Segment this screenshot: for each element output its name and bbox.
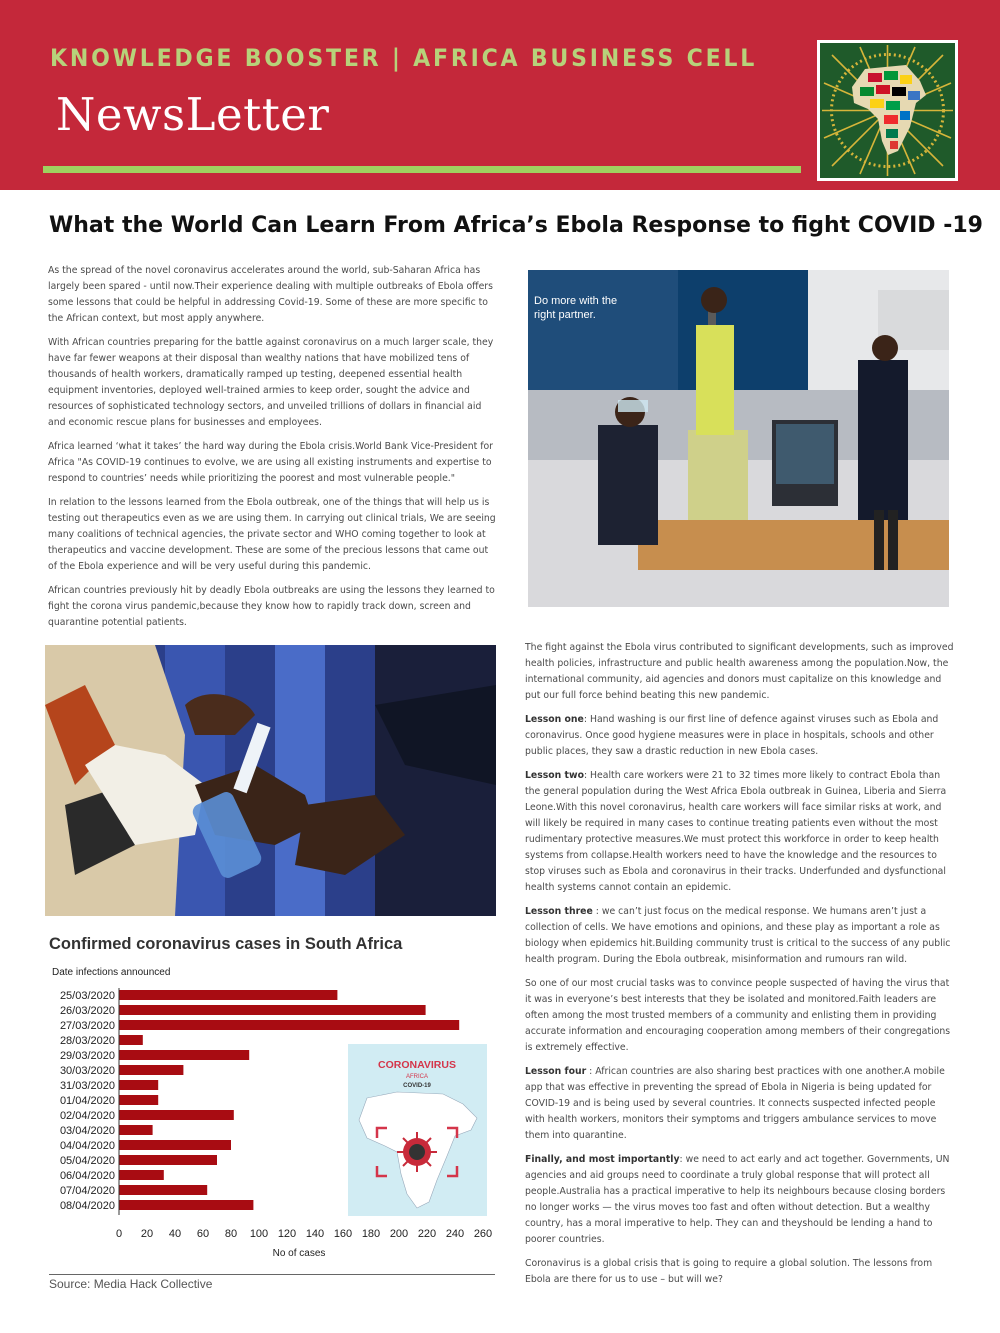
chart-y-tick-labels	[60, 990, 115, 1212]
lesson-paragraph	[525, 768, 955, 896]
header-rule	[43, 166, 801, 173]
lesson-text: Coronavirus is a global crisis that is going to require a global solution. The lessons from Ebola are there for us to use – but will we?	[525, 1258, 933, 1285]
x-tick-label: 200	[389, 1228, 409, 1240]
lesson-paragraph	[525, 712, 955, 760]
coronavirus-africa-inset	[348, 1044, 487, 1216]
x-tick-label: 220	[417, 1228, 437, 1240]
lesson-text: : African countries are also sharing best practices with one another.A mobile app that was effective in preventing the spread of Ebola in Nigeria is being updated for COVID-19 and is being used by several countries. It connects suspected infected people with health workers, monitors their symptoms and triggers ambulance services to move them into quarantine.	[525, 1066, 945, 1141]
inset-sub2: COVID-19	[403, 1083, 431, 1089]
lesson-text: So one of our most crucial tasks was to convince people suspected of having the virus that it was in everyone’s best interests that they be isolated and monitored.Faith leaders are often among the most trusted members of a community and enlisting them in providing accurate information and encouraging cooperation among members of their congregations is extremely effective.	[525, 978, 951, 1053]
x-tick-label: 240	[445, 1228, 465, 1240]
africa-flags-map-emblem-icon	[817, 40, 958, 181]
x-tick-label: 260	[473, 1228, 493, 1240]
lesson-lead: Finally, and most importantly	[525, 1154, 680, 1165]
x-tick-label: 140	[305, 1228, 325, 1240]
newsletter-title: NewsLetter	[56, 88, 330, 141]
y-tick-label: 30/03/2020	[59, 1065, 115, 1077]
x-tick-label: 180	[361, 1228, 381, 1240]
y-tick-label: 27/03/2020	[59, 1020, 115, 1032]
lessons-column	[525, 640, 955, 1296]
x-tick-label: 120	[277, 1228, 297, 1240]
lesson-text: The fight against the Ebola virus contributed to significant developments, such as improved health policies, infrastructure and public health awareness among the population.Now, the international community, aid agencies and donors must capitalize on this knowledge and put our full force behind beating this new pandemic.	[525, 642, 954, 701]
y-tick-label: 02/04/2020	[59, 1110, 115, 1122]
y-tick-label: 29/03/2020	[59, 1050, 115, 1062]
chart-axis-label-x: No of cases	[272, 1248, 326, 1259]
bar-06-04-2020	[119, 1170, 164, 1180]
hand-sanitizer-photo	[45, 645, 496, 916]
intro-paragraph: African countries previously hit by deadly Ebola outbreaks are using the lessons they learned to fight the corona virus pandemic,because they know how to rapidly track down, screen and quarantine potential patients.	[48, 585, 495, 628]
lesson-paragraph	[525, 976, 955, 1056]
intro-column	[48, 263, 500, 639]
bar-30-03-2020	[119, 1065, 183, 1075]
x-tick-label: 40	[168, 1228, 182, 1240]
bar-07-04-2020	[119, 1185, 207, 1195]
lesson-paragraph	[525, 904, 955, 968]
bar-02-04-2020	[119, 1110, 234, 1120]
chart-x-tick-labels	[116, 1228, 492, 1240]
bar-04-04-2020	[119, 1140, 231, 1150]
lesson-text: : Hand washing is our first line of defence against viruses such as Ebola and coronavirus. Once good hygiene measures were in place in hospitals, schools and other public places, they saw a drastic reduction in new Ebola cases.	[525, 714, 939, 757]
intro-paragraph: With African countries preparing for the battle against coronavirus on a much larger scale, they have far fewer weapons at their disposal than wealthy nations that have mobilized tens of thousands of health workers, dramatically ramped up testing, deepened essential health equipment inventories, deployed well-trained armies to keep order, sought the advice and resources of sophisticated technology sectors, and unveiled trillions of dollars in financial aid and economic rescue plans for businesses and employees.	[48, 337, 494, 428]
lesson-lead: Lesson two	[525, 770, 584, 781]
masthead-banner	[0, 0, 1000, 190]
lesson-lead: Lesson one	[525, 714, 584, 725]
bar-01-04-2020	[119, 1095, 158, 1105]
y-tick-label: 06/04/2020	[59, 1170, 115, 1182]
y-tick-label: 03/04/2020	[59, 1125, 115, 1137]
lesson-paragraph	[525, 1152, 955, 1248]
cases-bar-chart	[45, 980, 505, 1260]
bar-31-03-2020	[119, 1080, 158, 1090]
y-tick-label: 08/04/2020	[59, 1200, 115, 1212]
y-tick-label: 26/03/2020	[59, 1005, 115, 1017]
lesson-paragraph	[525, 1256, 955, 1288]
chart-source: Source: Media Hack Collective	[49, 1277, 213, 1291]
inset-sub1: AFRICA	[405, 1074, 429, 1080]
lesson-lead: Lesson four	[525, 1066, 587, 1077]
y-tick-label: 01/04/2020	[59, 1095, 115, 1107]
airport-screening-photo	[528, 270, 949, 607]
kicker-text: KNOWLEDGE BOOSTER | AFRICA BUSINESS CELL	[50, 44, 758, 72]
y-tick-label: 31/03/2020	[59, 1080, 115, 1092]
svg-text:Do more with the: Do more with the	[534, 295, 618, 307]
chart-title: Confirmed coronavirus cases in South Africa	[49, 935, 403, 953]
bar-26-03-2020	[119, 1005, 426, 1015]
bar-05-04-2020	[119, 1155, 217, 1165]
intro-paragraph: As the spread of the novel coronavirus accelerates around the world, sub-Saharan Africa has largely been spared - until now.Their experience dealing with multiple outbreaks of Ebola offers some lessons that could be helpful in addressing Covid-19. Some of these are more specific to the African context, but most apply anywhere.	[48, 265, 493, 324]
x-tick-label: 80	[224, 1228, 238, 1240]
lesson-text: : we need to act early and act together. Governments, UN agencies and aid groups need to coordinate a truly global response that will protect all people.Australia has a practical imperative to help its neighbours because closing borders no longer works — the virus moves too fast and often without detection. But a wealthy country, has a moral imperative to help. They can and theyshould be lending a hand to poorer countries.	[525, 1154, 950, 1245]
svg-text:right partner.: right partner.	[534, 309, 596, 321]
y-tick-label: 04/04/2020	[59, 1140, 115, 1152]
x-tick-label: 100	[249, 1228, 269, 1240]
bar-03-04-2020	[119, 1125, 153, 1135]
bar-08-04-2020	[119, 1200, 253, 1210]
bar-29-03-2020	[119, 1050, 249, 1060]
inset-title: CORONAVIRUS	[378, 1059, 456, 1071]
lesson-text: : we can’t just focus on the medical response. We humans aren’t just a collection of cells. We have emotions and opinions, and these play as important a role as biology when epidemics hit.Building community trust is critical to the success of any public health program. During the Ebola outbreak, misinformation and rumours ran wild.	[525, 906, 951, 965]
x-tick-label: 20	[140, 1228, 154, 1240]
bar-28-03-2020	[119, 1035, 143, 1045]
lesson-lead: Lesson three	[525, 906, 593, 917]
y-tick-label: 05/04/2020	[59, 1155, 115, 1167]
lesson-text: : Health care workers were 21 to 32 times more likely to contract Ebola than the general population during the West Africa Ebola outbreak in Guinea, Liberia and Sierra Leone.With this novel coronavirus, health care workers will face similar risks at work, and will likely be required in many cases to continue treating patients even without the most rudimentary protective measures.We must protect this workforce in order to keep health systems from collapse.Health workers need to have the knowledge and the resources to stop viruses such as Ebola and coronavirus in their tracks. Underfunded and dysfunctional health systems cannot contain an epidemic.	[525, 770, 947, 893]
bar-25-03-2020	[119, 990, 337, 1000]
y-tick-label: 28/03/2020	[59, 1035, 115, 1047]
article-headline: What the World Can Learn From Africa’s Ebola Response to fight COVID -19	[49, 213, 983, 238]
y-tick-label: 25/03/2020	[59, 990, 115, 1002]
lesson-paragraph	[525, 640, 955, 704]
bar-27-03-2020	[119, 1020, 459, 1030]
y-tick-label: 07/04/2020	[59, 1185, 115, 1197]
lesson-paragraph	[525, 1064, 955, 1144]
intro-paragraph: Africa learned ‘what it takes’ the hard way during the Ebola crisis.World Bank Vice-President for Africa "As COVID-19 continues to evolve, we are using all existing instruments and expertise to respond to countries’ needs while prioritizing the poorest and most vulnerable people."	[48, 441, 494, 484]
x-tick-label: 160	[333, 1228, 353, 1240]
chart-axis-label-y: Date infections announced	[52, 967, 171, 978]
source-rule	[49, 1274, 495, 1275]
x-tick-label: 60	[196, 1228, 210, 1240]
intro-paragraph: In relation to the lessons learned from the Ebola outbreak, one of the things that will help us is testing out therapeutics even as we are using them. In carrying out clinical trials, We are seeing many coalitions of technical agencies, the private sector and WHO coming together to look at therapeutics and vaccine development. These are some of the precious lessons that came out of the Ebola experience and will be very useful during this pandemic.	[48, 497, 496, 572]
x-tick-label: 0	[115, 1228, 123, 1240]
